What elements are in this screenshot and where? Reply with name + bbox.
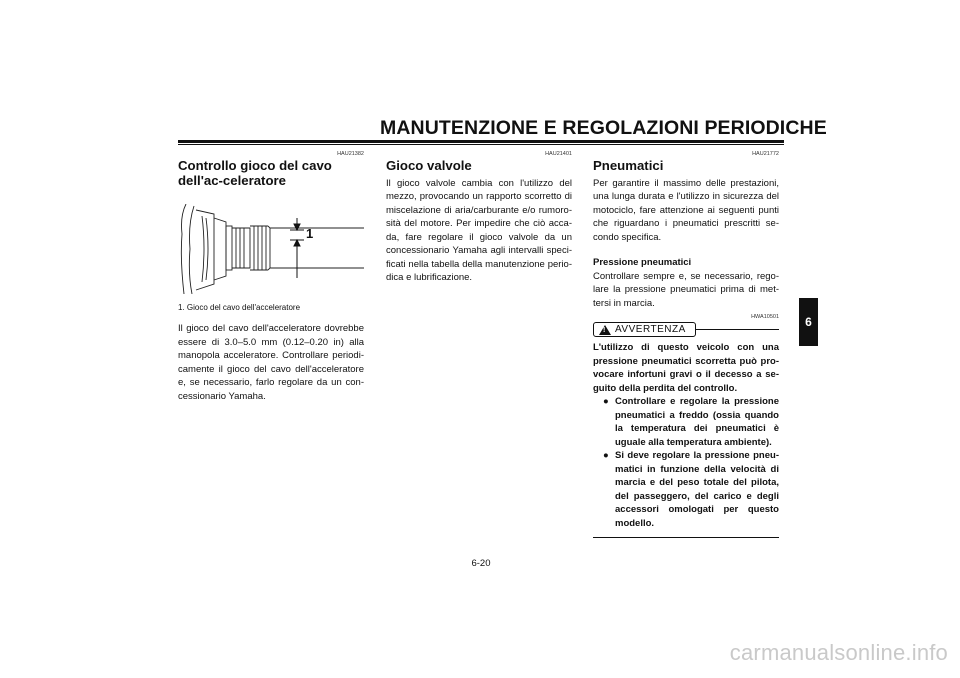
section-title: Pneumatici	[593, 158, 664, 173]
bullet-icon: ●	[603, 396, 609, 407]
column-throttle-cable	[178, 150, 364, 403]
title-rule	[178, 140, 784, 143]
title-rule-thin	[178, 144, 784, 145]
column-tires	[593, 150, 779, 538]
throttle-grip-illustration	[178, 204, 364, 294]
section-body: Il gioco valvole cambia con l'utilizzo del mezzo, provocando un rapporto scorretto di miscelazione di aria/carburante e/o rumoro-sità del motore. Per impedire che ciò acca-da, fare regolare il gioco valvole da un concessionario Yamaha agli intervalli speci-ficati nella tabella della manutenzione perio-dica e lubrificazione.	[386, 177, 572, 283]
bullet-icon: ●	[603, 450, 609, 461]
throttle-grip-figure	[178, 204, 364, 294]
section-title: Controllo gioco del cavo dell'ac-celeratore	[178, 158, 332, 188]
warning-rule	[696, 329, 779, 330]
warning-header	[593, 322, 779, 337]
watermark: carmanualsonline.info	[729, 640, 948, 665]
warning-triangle-icon	[599, 325, 611, 335]
section-code: HAU21382	[337, 151, 364, 157]
section-title: Gioco valvole	[386, 158, 472, 173]
chapter-tab: 6	[799, 298, 818, 346]
section-code: HAU21772	[752, 151, 779, 157]
warning-text: L'utilizzo di questo veicolo con una pressione pneumatici scorretta può pro-vocare infortuni gravi o il decesso a se-guito della perdita del controllo.	[593, 342, 779, 394]
subsection-title: Pressione pneumatici	[593, 257, 692, 268]
figure-callout-label: 1	[306, 226, 314, 241]
section-body: Il gioco del cavo dell'acceleratore dovrebbe essere di 3.0–5.0 mm (0.12–0.20 in) alla manopola acceleratore. Controllare periodi-camente il gioco del cavo dell'acceleratore e, se necessario, farlo regolare da un con-cessionario Yamaha.	[178, 323, 364, 402]
warning-list-item	[603, 449, 779, 530]
page-number: 6-20	[471, 558, 491, 569]
warning-badge	[593, 322, 696, 337]
section-body: Per garantire il massimo delle prestazioni, una lunga durata e l'utilizzo in sicurezza del motociclo, fare attenzione ai seguenti punti che riguardano i pneumatici prescritti se-condo specifica.	[593, 177, 779, 243]
warning-item-text: Controllare e regolare la pressione pneumatici a freddo (ossia quando la temperatura dei pneumatici è uguale alla temperatura ambiente).	[615, 396, 779, 448]
warning-list-item	[603, 395, 779, 449]
subsection-body: Controllare sempre e, se necessario, rego-lare la pressione pneumatici prima di met-tersi in marcia.	[593, 270, 779, 309]
warning-symbol: !	[603, 326, 606, 334]
warning-item-text: Si deve regolare la pressione pneu-matici in funzione della velocità di marcia e del peso totale del pilota, del passeggero, del carico e degli accessori omologati per questo modello.	[615, 450, 779, 529]
warning-list	[593, 395, 779, 530]
warning-code: HWA10501	[751, 314, 779, 320]
figure-caption: 1. Gioco del cavo dell'acceleratore	[178, 303, 301, 312]
section-code: HAU21401	[545, 151, 572, 157]
column-valve-clearance	[386, 150, 572, 285]
warning-end-rule	[593, 537, 779, 538]
warning-label: AVVERTENZA	[615, 324, 686, 335]
page-title: MANUTENZIONE E REGOLAZIONI PERIODICHE	[380, 117, 827, 139]
